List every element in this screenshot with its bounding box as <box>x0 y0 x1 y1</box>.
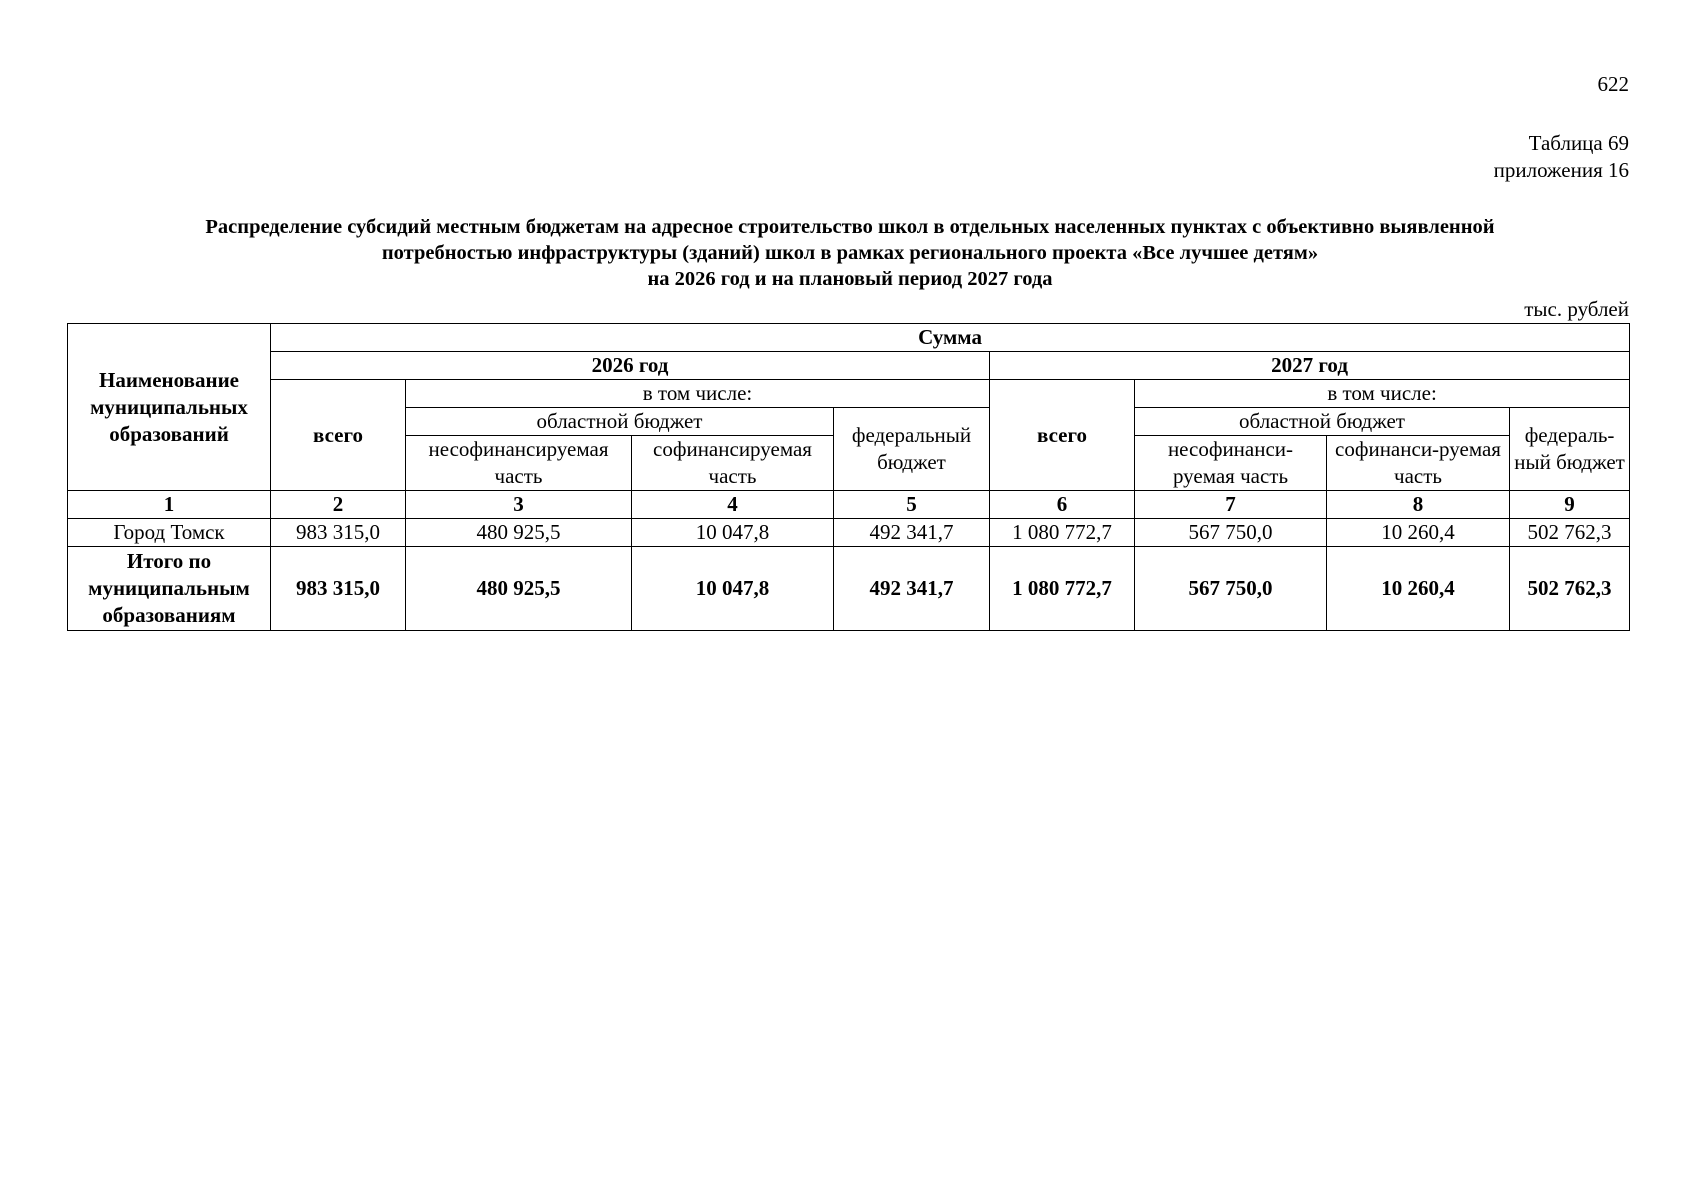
page-number: 622 <box>1597 72 1629 96</box>
header-federal-2027: федераль-ный бюджет <box>1510 408 1630 491</box>
header-noncofinanced-2026: несофинансируемая часть <box>406 436 632 491</box>
header-regional-2027: областной бюджет <box>1135 408 1510 436</box>
total-value-cell: 492 341,7 <box>834 547 990 631</box>
column-number-row <box>68 491 1630 519</box>
value-cell: 10 260,4 <box>1327 519 1510 547</box>
total-row-label: Итого по муниципальным образованиям <box>68 547 271 631</box>
column-number: 7 <box>1135 491 1327 519</box>
header-year-2026: 2026 год <box>271 352 990 380</box>
header-noncofinanced-2027: несофинанси-руемая часть <box>1135 436 1327 491</box>
total-value-cell: 983 315,0 <box>271 547 406 631</box>
header-total-2027: всего <box>990 380 1135 491</box>
column-number: 2 <box>271 491 406 519</box>
total-value-cell: 10 260,4 <box>1327 547 1510 631</box>
header-including-2027: в том числе: <box>1135 380 1630 408</box>
units-label: тыс. рублей <box>1524 297 1629 321</box>
total-value-cell: 10 047,8 <box>632 547 834 631</box>
header-municipality-name: Наименование муниципальных образований <box>68 324 271 491</box>
column-number: 8 <box>1327 491 1510 519</box>
header-federal-2026: федеральный бюджет <box>834 408 990 491</box>
header-including-2026: в том числе: <box>406 380 990 408</box>
table-ref-line2: приложения 16 <box>1493 158 1629 182</box>
header-year-2027: 2027 год <box>990 352 1630 380</box>
total-value-cell: 567 750,0 <box>1135 547 1327 631</box>
header-cofinanced-2027: софинанси-руемая часть <box>1327 436 1510 491</box>
total-value-cell: 480 925,5 <box>406 547 632 631</box>
title-line3: на 2026 год и на плановый период 2027 года <box>647 268 1053 290</box>
document-title <box>60 214 1640 292</box>
header-sum: Сумма <box>271 324 1630 352</box>
municipality-name: Город Томск <box>68 519 271 547</box>
column-number: 1 <box>68 491 271 519</box>
value-cell: 502 762,3 <box>1510 519 1630 547</box>
column-number: 4 <box>632 491 834 519</box>
value-cell: 983 315,0 <box>271 519 406 547</box>
title-line2: потребностью инфраструктуры (зданий) школ в рамках регионального проекта «Все лучшее детям» <box>381 242 1319 264</box>
total-value-cell: 502 762,3 <box>1510 547 1630 631</box>
column-number: 9 <box>1510 491 1630 519</box>
table-reference <box>1494 130 1629 184</box>
table-row <box>68 519 1630 547</box>
value-cell: 480 925,5 <box>406 519 632 547</box>
header-cofinanced-2026: софинансируемая часть <box>632 436 834 491</box>
total-value-cell: 1 080 772,7 <box>990 547 1135 631</box>
header-total-2026: всего <box>271 380 406 491</box>
subsidy-table <box>67 323 1630 631</box>
value-cell: 10 047,8 <box>632 519 834 547</box>
header-regional-2026: областной бюджет <box>406 408 834 436</box>
value-cell: 492 341,7 <box>834 519 990 547</box>
column-number: 5 <box>834 491 990 519</box>
total-row <box>68 547 1630 631</box>
table-ref-line1: Таблица 69 <box>1528 131 1629 155</box>
column-number: 6 <box>990 491 1135 519</box>
column-number: 3 <box>406 491 632 519</box>
value-cell: 567 750,0 <box>1135 519 1327 547</box>
title-line1: Распределение субсидий местным бюджетам на адресное строительство школ в отдельных населенных пунктах с объективно выявленной <box>205 216 1495 238</box>
value-cell: 1 080 772,7 <box>990 519 1135 547</box>
